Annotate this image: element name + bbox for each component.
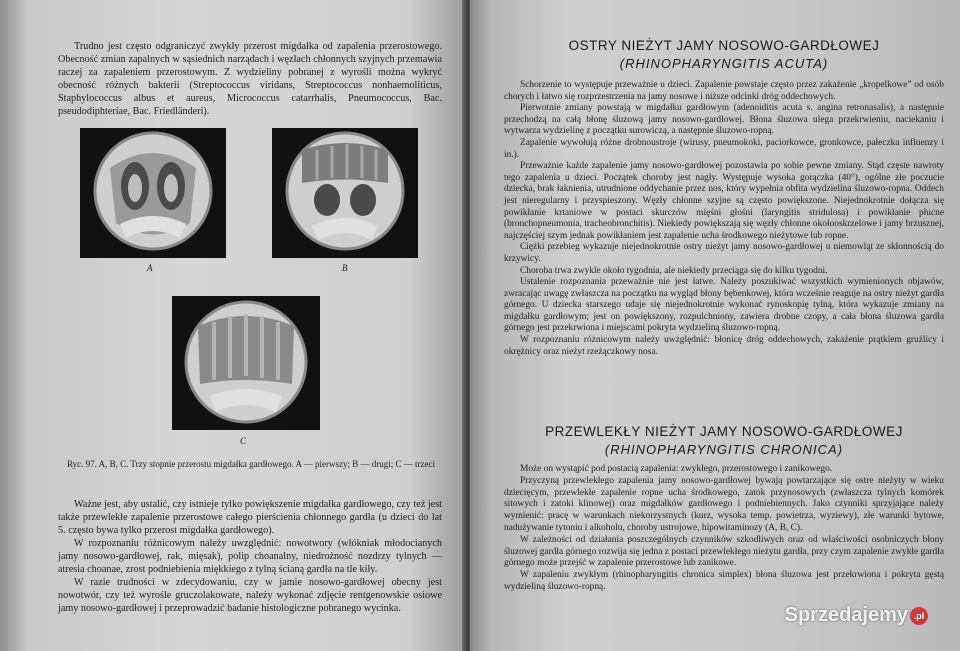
figure-b-label: B <box>342 263 348 273</box>
section1-subtitle: (RHINOPHARYNGITIS ACUTA) <box>619 56 829 71</box>
section1-paragraph: Choroba trwa zwykle około tygodnia, ale niekiedy przeciąga się do kilku tygodni. <box>520 265 828 276</box>
left-paragraph: W rozpoznaniu różnicowym należy uwzględnić: nowotwory (włókniak młodocianych jamy nosowo-gardłowej, rak, mięsak), polip choanalny, niedrożność nozdrzy tylnych — atresia choanae, zrost podniebienia miękkiego z tylną ścianą gardła na tle kiły. <box>58 538 442 575</box>
intro-paragraph: Trudno jest często odgraniczyć zwykły przerost migdałka od zapalenia przerostowego. Obecność zmian zapalnych w sąsiednich narządach i węzłach chłonnych szyjnych przemawia raczej za zapaleniem przerostowym. Z wydzieliny pobranej z wyrośli można wykryć obecność różnych bakterii (Streptococcus viridans, Streptococcus nonhaemoliticus, Staphylococcus albus et aureus, Micrococcus catarrhalis, Pneumococcus, Bac. pseudodiphteriae, Bac. Friedländeri). <box>58 41 442 117</box>
left-paragraph: W razie trudności w zdecydowaniu, czy w jamie nosowo-gardłowej obecny jest nowotwór, czy też wyrośle gruczolakowate, należy wykonać zdjęcie rentgenowskie osiowe jamy nosowo-gardłowej i przeprowadzić badanie histologiczne pobranego wycinka. <box>58 577 442 614</box>
section1-paragraph: Zapalenie wywołują różne drobnoustroje (wirusy, pneumokoki, paciorkowce, gronkowce, pałeczka influenzy i in.). <box>504 137 944 160</box>
section2-paragraph: Przyczyną przewlekłego zapalenia jamy nosowo-gardłowej bywają powtarzające się ostre nieżyty w wieku dziecięcym, przewlekłe zapalenie ropne ucha środkowego, zatok przynosowych (zwłaszcza tylnych komórek sitowych i zatoki klinowej) oraz migdałków gardłowego i podniebiennych. Jako czynniki sprzyjające należy wymienić: pracę w warunkach niekorzystnych (kurz, wysoka temp. powietrza, wyziewy), złe warunki bytowe, nadużywanie tytoniu i alkoholu, choroby ustrojowe, hipowitaminozy (A, B, C). <box>504 475 944 533</box>
figure-caption: Ryc. 97. A, B, C. Trzy stopnie przerostu migdałka gardłowego. A — pierwszy; B — drugi; C — trzeci <box>66 459 436 469</box>
figure-a-illustration <box>80 128 226 258</box>
section1-body <box>504 80 944 358</box>
section1-paragraph: Przeważnie każde zapalenie jamy nosowo-gardłowej pozostawia po sobie pewne zmiany. Stąd częste nawroty tego zapalenia u dzieci. Początek choroby jest nagły. Występuje wysoka gorączka (40°), ogólne złe poczucie dziecka, brak łaknienia, utrudnione oddychanie przez nos, który wypełnia obfita wydzielina śluzowo-ropna. Oddech jest nieregularny i przyspieszony. Węzły chłonne szyjne są często powiększone. Niejednokrotnie dołącza się powikłanie krtaniowe w postaci skurczów mięśni głośni (laryngitis stridulosa) i powikłanie płucne (bronchopneumonia, tracheobronchitis). Niekiedy powiększają się węzły chłonne okołooskrzelowe i jamy brzusznej, najczęściej szym jednak powikłaniem jest zapalenie ucha środkowego nieżytowe lub ropne. <box>504 161 944 241</box>
section2-paragraph: W zależności od działania poszczególnych czynników szkodliwych oraz od właściwości osobniczych błony śluzowej gardła górnego rozwija się jedna z postaci przewlekłego nieżytu gardła, przy czym zapalenie zwykłe gardła górnego może przejść w zapalenie przerostowe lub zanikowe. <box>504 534 944 569</box>
figure-b <box>272 128 418 258</box>
section1-title: OSTRY NIEŻYT JAMY NOSOWO-GARDŁOWEJ <box>568 38 880 53</box>
section2-subtitle: (RHINOPHARYNGITIS CHRONICA) <box>604 442 844 457</box>
watermark-badge: .pl <box>910 607 928 625</box>
section1-paragraph: Ciężki przebieg wykazuje niejednokrotnie ostry nieżyt jamy nosowo-gardłowej u niemowląt ze skłonnością do krzywicy. <box>504 242 944 264</box>
figure-c <box>172 296 320 430</box>
section1-paragraph: W rozpoznaniu różnicowym należy uwzględnić: błonicę dróg oddechowych, zakażenie prątkiem gruźlicy i okrężnicy oraz nieżyt rzeżączkowy nosa. <box>504 335 944 357</box>
watermark-logo <box>785 604 928 627</box>
section1-paragraph: Schorzenie to występuje przeważnie u dzieci. Zapalenie powstaje często przez zakażenie „kropelkowe” od osób chorych i łatwo się rozprzestrzenia na jamy nosowe i niższe odcinki dróg oddechowych. <box>504 80 944 102</box>
section2-body <box>504 464 944 594</box>
right-page <box>470 0 960 651</box>
intro-text-block <box>58 40 442 118</box>
figure-b-illustration <box>272 128 418 258</box>
figure-c-label: C <box>240 436 247 446</box>
left-page <box>0 0 466 651</box>
figure-c-illustration <box>172 296 320 430</box>
section2-title: PRZEWLEKŁY NIEŻYT JAMY NOSOWO-GARDŁOWEJ <box>545 424 903 439</box>
left-paragraph: Ważne jest, aby ustalić, czy istnieje tylko powiększenie migdałka gardłowego, czy też jest także przewlekłe zapalenie przerostowe całego pierścienia chłonnego gardła (u dzieci do lat 5. często bywa tylko przerost migdałka gardłowego). <box>58 499 442 536</box>
section2-paragraph: W zapaleniu zwykłym (rhinopharyngitis chronica simplex) błona śluzowa jest przekrwiona i pokryta gęstą wydzieliną śluzowo-ropną. <box>504 570 944 592</box>
section1-paragraph: Ustalenie rozpoznania przeważnie nie jest łatwe. Należy poszukiwać wszystkich wymienionych objawów, zwracając uwagę zwłaszcza na początku na wygląd błony bębenkowej, która wcześnie reaguje na ostry nieżyt gardła górnego. U dziecka starszego udaje się niejednokrotnie wykonać rynoskopię tylną, która wykazuje zmiany na migdałku gardłowym; jest on powiększony, rozpulchniony, zawiera drobne czopy, a cała błona śluzowa gardła górnego jest przekrwiona i miejscami pokryta wydzieliną śluzowo-ropną. <box>504 277 944 334</box>
section1-paragraph: Pierwotnie zmiany powstają w migdałku gardłowym (adenoiditis acuta s. angina retronasalis), a następnie przechodzą na całą błonę śluzową jamy nosowo-gardłowej. Błona śluzowa ulega przekrwieniu, naciekaniu i wytwarza wydzielinę z początku surowiczą, a następnie śluzowo-ropną. <box>504 103 944 137</box>
watermark-text: Sprzedajemy <box>784 604 908 626</box>
figure-a-label: A <box>147 263 153 273</box>
section2-paragraph: Może on wystąpić pod postacią zapalenia: zwykłego, przerostowego i zanikowego. <box>520 464 833 474</box>
left-body-text <box>58 498 442 615</box>
figure-a <box>80 128 226 258</box>
